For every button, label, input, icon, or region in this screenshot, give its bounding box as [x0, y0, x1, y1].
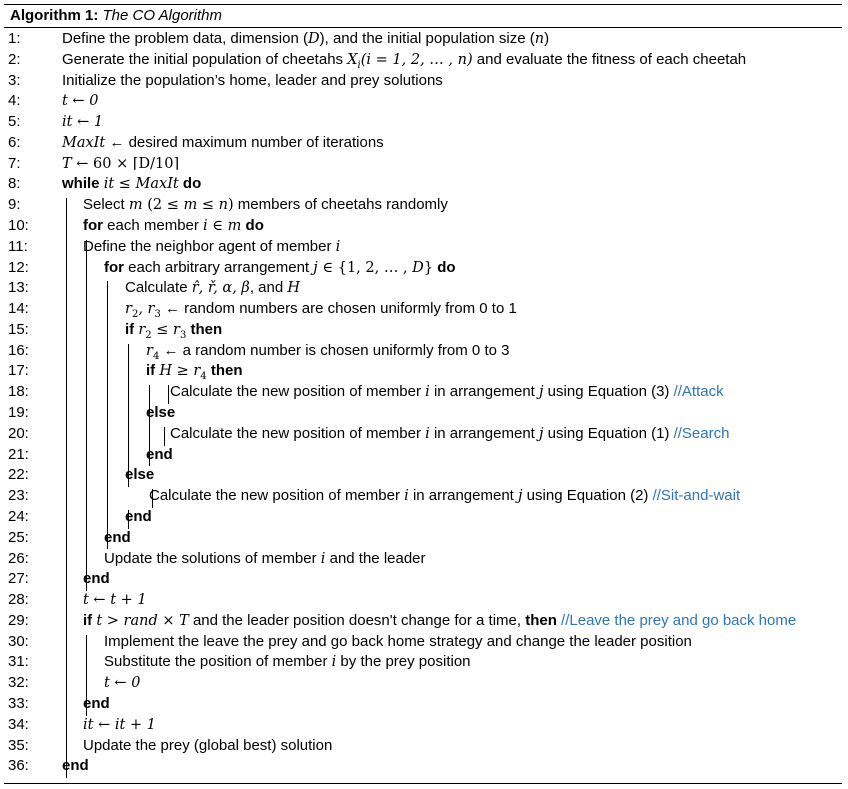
- algorithm-line: [62, 113, 103, 130]
- algorithm-line: [83, 737, 332, 754]
- math-expression: D: [412, 259, 424, 276]
- math-expression: H: [287, 280, 300, 297]
- algorithm-line: [104, 550, 426, 567]
- math-expression: it ← it + 1: [83, 716, 156, 733]
- line-text: Implement the leave the prey and go back home strategy and change the leader position: [104, 632, 692, 650]
- algorithm-comment: //Leave the prey and go back home: [561, 611, 797, 629]
- line-number: 6:: [8, 133, 21, 151]
- algorithm-keyword: do: [178, 175, 202, 193]
- algorithm-line: [83, 716, 156, 733]
- algorithm-line: [83, 217, 264, 234]
- algorithm-line: [146, 342, 509, 362]
- algorithm-line: [104, 259, 456, 276]
- math-expression: D: [307, 31, 320, 47]
- math-expression: r: [146, 342, 153, 359]
- line-text: ← random numbers are chosen uniformly from 0 to 1: [160, 300, 517, 318]
- math-expression: i: [425, 384, 430, 401]
- algorithm-comment: //Search: [673, 424, 730, 442]
- line-number: 22:: [8, 466, 29, 484]
- algorithm-line: [146, 446, 173, 463]
- algorithm-keyword: if: [125, 320, 139, 338]
- line-number: 19:: [8, 404, 29, 422]
- math-expression: t ← 0: [62, 93, 99, 110]
- line-text: in arrangement: [429, 424, 540, 442]
- math-expression: j: [518, 488, 523, 505]
- math-expression: t > rand × T: [96, 612, 189, 629]
- line-number: 24:: [8, 507, 29, 525]
- math-expression: n: [534, 31, 545, 47]
- line-number: 3:: [8, 71, 21, 89]
- line-number: 2:: [8, 50, 21, 68]
- math-expression: , r: [138, 301, 155, 318]
- math-expression: j: [539, 425, 544, 442]
- line-number: 15:: [8, 320, 29, 338]
- line-text: Calculate the new position of member: [170, 424, 426, 442]
- algorithm-line: [83, 570, 110, 587]
- algorithm-line: [170, 383, 724, 400]
- line-text: in arrangement: [429, 383, 540, 401]
- line-text: members of cheetahs randomly: [233, 196, 448, 214]
- algorithm-line: [125, 279, 300, 296]
- algorithm-line: [149, 487, 740, 504]
- line-text: Calculate: [125, 279, 192, 297]
- algorithm-keyword: for: [104, 258, 129, 276]
- math-expression: ∈ {1, 2, … ,: [317, 259, 413, 276]
- math-expression: 3: [179, 329, 187, 341]
- math-expression: i: [425, 425, 430, 442]
- line-number: 17:: [8, 362, 29, 380]
- math-expression: it ≤ MaxIt: [103, 176, 179, 193]
- algorithm-keyword: else: [125, 466, 155, 484]
- math-expression: m: [128, 197, 143, 214]
- line-number: 12:: [8, 258, 29, 276]
- line-number: 18:: [8, 383, 29, 401]
- line-text: ← desired maximum number of iterations: [105, 133, 384, 151]
- math-expression: MaxIt: [62, 134, 106, 151]
- algorithm-line: [62, 175, 201, 192]
- algorithm-keyword: end: [83, 570, 110, 588]
- math-expression: n: [218, 197, 228, 214]
- line-number: 1:: [8, 30, 21, 47]
- algorithm-line: [83, 196, 448, 213]
- algorithm-keyword: end: [62, 757, 89, 775]
- line-number: 26:: [8, 549, 29, 567]
- line-number: 20:: [8, 424, 29, 442]
- algorithm-keyword: end: [104, 528, 131, 546]
- line-text: using Equation (3): [543, 383, 674, 401]
- caption-label: Algorithm 1:: [10, 7, 99, 24]
- algorithm-comment: //Attack: [673, 383, 724, 401]
- line-number: 33:: [8, 694, 29, 712]
- math-expression: i: [404, 488, 409, 505]
- line-number: 32:: [8, 674, 29, 692]
- line-text: Generate the initial population of cheetahs: [62, 50, 348, 68]
- line-number: 10:: [8, 217, 29, 235]
- math-expression: ← 60 × ⌈D/10⌉: [71, 155, 180, 172]
- algorithm-line: [146, 362, 243, 382]
- line-text: Update the solutions of member: [104, 549, 321, 567]
- algorithm-line: [62, 92, 98, 109]
- line-number: 27:: [8, 570, 29, 588]
- algorithm-line: [125, 321, 222, 341]
- caption-title: The CO Algorithm: [102, 7, 222, 24]
- algorithm-line: [125, 466, 154, 483]
- line-text: using Equation (2): [522, 487, 653, 505]
- algorithm-line: [146, 404, 175, 421]
- line-text: and evaluate the fitness of each cheetah: [472, 50, 747, 68]
- line-text: each arbitrary arrangement: [128, 258, 314, 276]
- algorithm-line: [62, 155, 179, 172]
- line-text: Initialize the population’s home, leader and prey solutions: [62, 71, 443, 89]
- block-indent-bar: [128, 344, 129, 487]
- algorithm-keyword: end: [146, 445, 173, 463]
- line-text: and the leader position doesn't change for a time,: [188, 611, 526, 629]
- algorithm-line: [62, 30, 549, 47]
- algorithm-line: [104, 529, 131, 546]
- math-expression: r: [138, 321, 146, 338]
- algorithm-keyword: then: [525, 611, 557, 629]
- line-number: 11:: [8, 237, 28, 255]
- line-text: Calculate the new position of member: [149, 487, 405, 505]
- algorithm-line: [104, 653, 471, 670]
- math-expression: it ← 1: [62, 114, 104, 131]
- math-expression: j: [313, 259, 318, 276]
- algorithm-keyword: if: [83, 611, 97, 629]
- caption-divider: [4, 27, 842, 28]
- math-expression: ≤ r: [151, 321, 180, 338]
- algorithm-line: [125, 300, 517, 320]
- algorithm-line: [83, 612, 796, 629]
- math-expression: 2: [145, 329, 152, 341]
- math-expression: (i = 1, 2, … , n): [360, 51, 473, 68]
- block-indent-bar: [86, 240, 87, 591]
- block-indent-bar: [107, 281, 108, 549]
- line-number: 34:: [8, 715, 29, 733]
- line-text: by the prey position: [336, 653, 471, 671]
- algorithm-line: [83, 591, 147, 608]
- math-expression: m: [183, 197, 198, 214]
- algorithm-line: [104, 674, 140, 691]
- algorithm-line: [62, 72, 443, 89]
- line-text: ), and the initial population size (: [319, 30, 535, 47]
- line-number: 29:: [8, 611, 29, 629]
- math-expression: ): [227, 197, 234, 214]
- math-expression: (2 ≤: [142, 197, 184, 214]
- math-expression: t ← 0: [104, 675, 141, 692]
- block-indent-bar: [152, 489, 153, 508]
- math-expression: 3: [154, 309, 161, 321]
- algorithm-keyword: do: [433, 258, 456, 276]
- algorithm-keyword: end: [125, 507, 152, 525]
- math-expression: i: [331, 654, 337, 671]
- math-expression: i: [357, 59, 361, 71]
- algorithm-line: [62, 51, 746, 71]
- line-number: 35:: [8, 736, 29, 754]
- math-expression: i: [320, 550, 326, 567]
- line-text: Select: [83, 196, 129, 214]
- math-expression: X: [347, 51, 358, 68]
- algorithm-keyword: else: [146, 404, 176, 422]
- line-text: using Equation (1): [543, 424, 674, 442]
- algorithm-keyword: for: [83, 217, 108, 235]
- line-text: Define the neighbor agent of member: [83, 237, 336, 255]
- line-number: 14:: [8, 300, 29, 318]
- algorithm-comment: //Sit-and-wait: [652, 487, 741, 505]
- math-expression: t ← t + 1: [83, 592, 147, 609]
- algorithm-line: [83, 238, 340, 255]
- math-expression: H ≥ r: [159, 363, 201, 380]
- algorithm-line: [125, 508, 152, 525]
- line-number: 23:: [8, 487, 29, 505]
- line-text: , and: [249, 279, 288, 297]
- line-text: ): [544, 30, 550, 47]
- math-expression: i ∈ m: [203, 218, 242, 235]
- line-number: 30:: [8, 632, 29, 650]
- line-number: 4:: [8, 92, 21, 110]
- math-expression: r: [125, 301, 132, 318]
- line-text: and the leader: [325, 549, 426, 567]
- line-number: 7:: [8, 154, 21, 172]
- line-text: Update the prey (global best) solution: [83, 736, 333, 754]
- math-expression: r̂, ř, α, β: [191, 280, 250, 297]
- line-text: each member: [107, 217, 204, 235]
- block-indent-bar: [86, 635, 87, 716]
- algorithm-caption: [10, 7, 222, 24]
- block-indent-bar: [164, 427, 165, 446]
- algorithm-keyword: do: [241, 217, 264, 235]
- block-indent-bar: [168, 385, 169, 404]
- math-expression: 4: [200, 371, 207, 383]
- math-expression: 2: [131, 309, 139, 321]
- algorithm-keyword: then: [186, 320, 223, 338]
- algorithm-line: [62, 134, 384, 151]
- line-number: 9:: [8, 196, 21, 214]
- math-expression: 4: [152, 350, 160, 362]
- line-text: Calculate the new position of member: [170, 383, 426, 401]
- line-text: in arrangement: [408, 487, 519, 505]
- line-number: 25:: [8, 528, 29, 546]
- line-text: Substitute the position of member: [104, 653, 332, 671]
- algorithm-line: [83, 695, 110, 712]
- block-indent-bar: [66, 198, 67, 778]
- line-number: 21:: [8, 445, 29, 463]
- algorithm-keyword: while: [62, 175, 104, 193]
- math-expression: T: [62, 155, 72, 172]
- line-number: 28:: [8, 591, 29, 609]
- math-expression: i: [335, 238, 341, 255]
- block-indent-bar: [128, 510, 129, 529]
- algorithm-keyword: if: [146, 362, 160, 380]
- line-number: 36:: [8, 757, 29, 775]
- line-number: 5:: [8, 113, 21, 131]
- algorithm-box: [4, 4, 842, 784]
- math-expression: }: [423, 259, 434, 276]
- algorithm-line: [104, 633, 692, 650]
- block-indent-bar: [149, 385, 150, 466]
- algorithm-line: [170, 425, 729, 442]
- line-number: 13:: [8, 279, 29, 297]
- algorithm-keyword: end: [83, 694, 110, 712]
- line-text: ← a random number is chosen uniformly from 0 to 3: [159, 341, 510, 359]
- math-expression: ≤: [197, 197, 219, 214]
- line-number: 8:: [8, 175, 21, 193]
- algorithm-keyword: then: [206, 362, 243, 380]
- line-number: 16:: [8, 341, 29, 359]
- line-text: Define the problem data, dimension (: [62, 30, 308, 47]
- math-expression: j: [539, 384, 544, 401]
- line-number: 31:: [8, 653, 29, 671]
